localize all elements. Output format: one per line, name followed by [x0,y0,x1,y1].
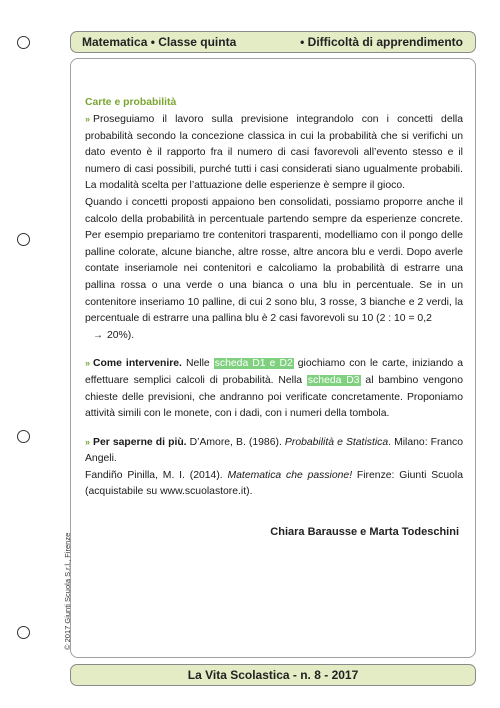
reference-title: Matematica che passione! [227,469,353,481]
footer-publication: La Vita Scolastica - n. 8 - 2017 [187,668,359,682]
section-title: Carte e probabilità [85,97,177,108]
implies-arrow-icon: → [93,329,103,341]
paragraph-text: 20%). [107,329,135,341]
arrow-bullet-icon: » [85,358,91,369]
reference-publisher: Firenze: Giunti Scuola (acquistabile su www.scuolastore.it). [85,469,463,498]
author-signature: Chiara Barausse e Marta Todeschini [270,526,459,538]
scheda-link[interactable]: scheda D1 e D2 [214,358,293,370]
references-label: Per saperne di più. [93,436,187,448]
reference-publisher: . Milano: Franco Angeli. [85,436,464,465]
binder-hole-icon [17,36,30,49]
reference-author: D’Amore, B. (1986). [186,436,285,448]
main-content [85,95,463,501]
page-footer [70,664,476,686]
header-topic: • Difficoltà di apprendimento [300,35,463,49]
intervene-label: Come intervenire. [93,358,182,370]
binder-hole-icon [17,430,30,443]
paragraph-intervene [85,355,463,422]
arrow-bullet-icon: » [85,114,91,124]
arrow-bullet-icon: » [85,436,91,447]
paragraph-references [85,434,463,468]
paragraph-text: Proseguiamo il lavoro sulla previsione integrandolo con i concetti della probabilità secondo la concezione classica in cui la probabilità che si verifichi un dato evento è il rapporto fra il numero di casi favorevoli all’evento stesso e il numero di casi possibili, purché tutti i casi considerati siano ugualmente probabili. La modalità scelta per l’attuazione delle esperienze è sempre il gioco. [85,114,463,192]
paragraph-text: Quando i concetti proposti appaiono ben consolidati, possiamo proporre anche il calcolo della probabilità in percentuale partendo sempre da esperienze concrete. Per esempio prepariamo tre contenitori trasparenti, modelliamo con il pongo delle palline colorate, alcune bianche, altre rosse, altre ancora blu e verdi. Dopo averle contate inseriamole nei contenitori e calcoliamo la probabilità di estrarre una pallina rossa o una verde o una bianca o una blu in percentuale. Se in un contenitore inseriamo 10 palline, di cui 2 sono blu, 3 rosse, 3 bianche e 2 verdi, la percentuale di estrarre una pallina blu è 2 casi favorevoli su 10 (2 : 10 = 0,2 [85,196,463,325]
paragraph-text: giochiamo con le carte, iniziando a effettuare semplici calcoli di probabilità. Nella [85,358,463,386]
paragraph-text: Nelle [181,358,214,370]
scheda-link[interactable]: scheda D3 [307,374,360,386]
paragraph-text: al bambino vengono chieste delle previsioni, che andranno poi verificate concretamente. Proponiamo attività simili con le monete, con i dadi, con i numeri della tombola. [85,374,463,420]
paragraph [85,195,463,344]
page-header [70,31,476,53]
binder-hole-icon [17,626,30,639]
paragraph-references [85,468,463,501]
reference-author: Fandiño Pinilla, M. I. (2014). [85,469,228,481]
paragraph [85,111,463,195]
reference-title: Probabilità e Statistica [284,436,389,448]
binder-hole-icon [17,233,30,246]
copyright-notice: © 2017 Giunti Scuola S.r.l., Firenze [63,532,72,650]
header-subject: Matematica • Classe quinta [82,35,237,49]
